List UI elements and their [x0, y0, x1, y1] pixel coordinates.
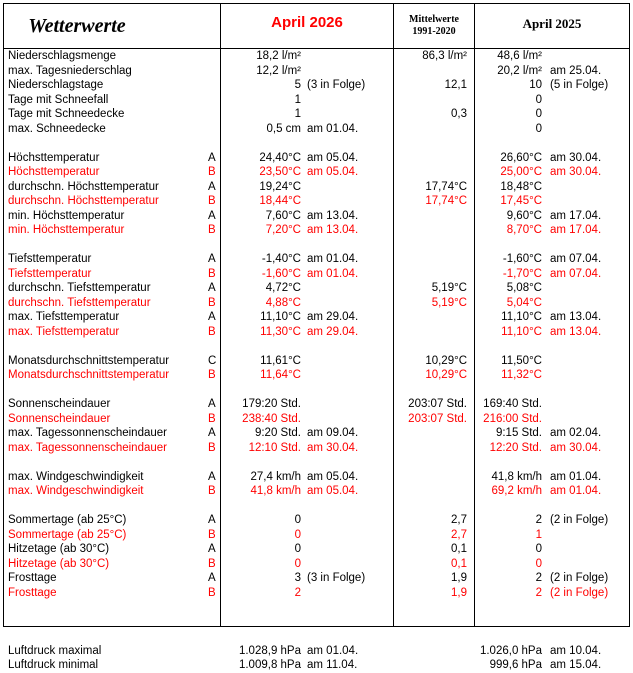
- mean-value: 0,1: [451, 543, 467, 555]
- table-row: [4, 354, 629, 369]
- row-label: max. Schneedecke: [8, 122, 106, 135]
- title-cell: [4, 4, 220, 48]
- table-row: [4, 513, 629, 528]
- row-label: Tage mit Schneedecke: [8, 108, 125, 120]
- previous-value: 0: [535, 93, 542, 106]
- row-label: Höchsttemperatur: [8, 151, 100, 164]
- variant-marker: A: [208, 151, 216, 164]
- previous-value: 9,60°C: [506, 209, 542, 222]
- mean-value: 86,3 l/m²: [422, 50, 467, 62]
- previous-value: 17,45°C: [500, 195, 542, 207]
- current-month-header: [221, 4, 393, 48]
- current-value: 1: [294, 108, 301, 120]
- current-note: am 30.04.: [307, 441, 359, 454]
- current-note: am 13.04.: [307, 224, 359, 236]
- variant-marker: B: [208, 195, 216, 207]
- current-value: 23,50°C: [259, 166, 301, 178]
- previous-value: 1: [535, 528, 542, 541]
- previous-note: am 30.04.: [550, 166, 602, 178]
- table-row: [4, 49, 629, 64]
- current-value: 11,10°C: [260, 311, 301, 323]
- row-label: Sonnenscheindauer: [8, 398, 111, 410]
- table-row: [4, 122, 629, 137]
- current-value: 3: [294, 572, 301, 584]
- row-label: min. Höchsttemperatur: [8, 224, 125, 236]
- row-label: Monatsdurchschnittstemperatur: [8, 369, 170, 381]
- current-value: 41,8 km/h: [250, 485, 301, 497]
- row-label: Hitzetage (ab 30°C): [8, 543, 110, 555]
- current-value: 24,40°C: [259, 151, 301, 164]
- variant-marker: B: [208, 369, 216, 381]
- current-note: am 11.04.: [307, 659, 358, 671]
- current-value: 238:40 Std.: [242, 412, 301, 425]
- variant-marker: A: [208, 514, 216, 526]
- table-row: [4, 470, 629, 485]
- row-label: max. Windgeschwindigkeit: [8, 485, 144, 497]
- previous-note: (5 in Folge): [550, 79, 609, 91]
- current-note: am 01.04.: [307, 267, 359, 280]
- previous-value: 2: [535, 572, 542, 584]
- previous-value: 5,08°C: [506, 282, 542, 294]
- previous-value: 11,10°C: [501, 311, 542, 323]
- current-month-label: April 2026: [271, 14, 343, 31]
- variant-marker: B: [208, 224, 216, 236]
- current-note: am 29.04.: [307, 311, 359, 323]
- current-note: am 13.04.: [307, 209, 359, 222]
- weather-values-table: [3, 3, 630, 671]
- previous-value: 26,60°C: [500, 151, 542, 164]
- current-value: 18,44°C: [259, 195, 301, 207]
- row-label: Monatsdurchschnittstemperatur: [8, 354, 170, 367]
- table-row: [4, 528, 629, 543]
- row-label: Höchsttemperatur: [8, 166, 100, 178]
- table-title: Wetterwerte: [28, 14, 126, 37]
- row-label: Luftdruck maximal: [8, 644, 102, 657]
- current-value: 5: [294, 79, 301, 91]
- variant-marker: B: [208, 586, 216, 599]
- row-label: Tiefsttemperatur: [8, 267, 92, 280]
- variant-marker: B: [208, 557, 216, 570]
- table-row: [4, 209, 629, 224]
- row-label: Niederschlagsmenge: [8, 50, 117, 62]
- previous-value: 5,04°C: [506, 296, 542, 309]
- current-value: 7,20°C: [265, 224, 301, 236]
- table-row: [4, 368, 629, 383]
- table-row: [4, 571, 629, 586]
- table-row: [4, 180, 629, 195]
- mean-value: 17,74°C: [425, 180, 467, 193]
- variant-marker: A: [208, 398, 216, 410]
- row-label: min. Höchsttemperatur: [8, 209, 125, 222]
- variant-marker: B: [208, 166, 216, 178]
- current-value: 0: [294, 557, 301, 570]
- previous-value: 169:40 Std.: [483, 398, 542, 410]
- previous-value: 41,8 km/h: [491, 470, 542, 483]
- table-row: [4, 412, 629, 427]
- current-value: 11,61°C: [260, 354, 301, 367]
- variant-marker: B: [208, 528, 216, 541]
- prev-month-header: [475, 4, 629, 48]
- mean-value: 5,19°C: [431, 296, 467, 309]
- previous-note: am 30.04.: [550, 441, 602, 454]
- variant-marker: A: [208, 427, 216, 439]
- previous-note: am 10.04.: [550, 644, 602, 657]
- table-row: [4, 64, 629, 79]
- row-label: durchschn. Tiefsttemperatur: [8, 282, 151, 294]
- row-label: max. Tiefsttemperatur: [8, 325, 120, 338]
- mean-value: 0,1: [451, 557, 467, 570]
- current-value: 12:10 Std.: [248, 441, 301, 454]
- table-row: [4, 542, 629, 557]
- table-row: [4, 165, 629, 180]
- current-note: am 05.04.: [307, 470, 359, 483]
- table-row: [4, 644, 629, 659]
- previous-note: am 13.04.: [550, 325, 602, 338]
- current-value: 7,60°C: [265, 209, 301, 222]
- table-row: [4, 223, 629, 238]
- row-label: Hitzetage (ab 30°C): [8, 557, 110, 570]
- variant-marker: A: [208, 253, 216, 265]
- current-note: (3 in Folge): [307, 79, 366, 91]
- variant-marker: A: [208, 311, 216, 323]
- previous-value: 11,50°C: [501, 354, 542, 367]
- variant-marker: A: [208, 209, 216, 222]
- row-label: Frosttage: [8, 572, 57, 584]
- previous-value: 999,6 hPa: [489, 659, 542, 671]
- previous-note: (2 in Folge): [550, 572, 609, 584]
- mean-header-line1: Mittelwerte: [409, 14, 459, 25]
- current-value: 1: [294, 93, 301, 106]
- previous-note: am 15.04.: [550, 659, 602, 671]
- table-row: [4, 78, 629, 93]
- mean-value: 203:07 Std.: [408, 398, 467, 410]
- previous-value: 18,48°C: [500, 180, 542, 193]
- table-row: [4, 426, 629, 441]
- mean-value: 1,9: [451, 586, 467, 599]
- mean-header-line2: 1991-2020: [412, 26, 456, 37]
- mean-value: 17,74°C: [425, 195, 467, 207]
- table-row: [4, 151, 629, 166]
- variant-marker: B: [208, 267, 216, 280]
- current-note: am 01.04.: [307, 253, 359, 265]
- variant-marker: A: [208, 543, 216, 555]
- current-value: 4,88°C: [265, 296, 301, 309]
- current-note: am 05.04.: [307, 166, 359, 178]
- previous-note: am 13.04.: [550, 311, 602, 323]
- variant-marker: B: [208, 441, 216, 454]
- row-label: max. Tiefsttemperatur: [8, 311, 120, 323]
- previous-value: 9:15 Std.: [495, 427, 542, 439]
- previous-note: am 07.04.: [550, 253, 602, 265]
- current-value: 0,5 cm: [266, 122, 301, 135]
- row-label: durchschn. Tiefsttemperatur: [8, 296, 151, 309]
- table-row: [4, 93, 629, 108]
- table-row: [4, 586, 629, 601]
- previous-value: 20,2 l/m²: [497, 64, 542, 77]
- previous-value: 12:20 Std.: [489, 441, 542, 454]
- table-body: [4, 49, 629, 671]
- mean-value: 10,29°C: [425, 354, 467, 367]
- previous-note: am 01.04.: [550, 485, 602, 497]
- table-row: [4, 484, 629, 499]
- current-value: 19,24°C: [259, 180, 301, 193]
- prev-month-label: April 2025: [522, 16, 582, 31]
- table-row: [4, 281, 629, 296]
- row-label: Sommertage (ab 25°C): [8, 528, 127, 541]
- table-row: [4, 252, 629, 267]
- previous-value: 216:00 Std.: [483, 412, 542, 425]
- row-label: Sommertage (ab 25°C): [8, 514, 127, 526]
- previous-value: 69,2 km/h: [491, 485, 542, 497]
- current-note: am 29.04.: [307, 325, 359, 338]
- row-label: Luftdruck minimal: [8, 659, 99, 671]
- previous-note: am 02.04.: [550, 427, 602, 439]
- mean-value: 5,19°C: [431, 282, 467, 294]
- mean-value: 2,7: [451, 528, 467, 541]
- current-value: 18,2 l/m²: [256, 50, 301, 62]
- current-value: 12,2 l/m²: [256, 64, 301, 77]
- variant-marker: B: [208, 296, 216, 309]
- current-value: -1,60°C: [261, 267, 301, 280]
- current-value: 11,30°C: [260, 325, 301, 338]
- current-note: (3 in Folge): [307, 572, 366, 584]
- previous-note: (2 in Folge): [550, 514, 609, 526]
- previous-note: am 30.04.: [550, 151, 602, 164]
- current-value: 1.028,9 hPa: [238, 644, 301, 657]
- variant-marker: B: [208, 412, 216, 425]
- variant-marker: C: [208, 354, 217, 367]
- current-value: 0: [294, 543, 301, 555]
- mean-value: 2,7: [451, 514, 467, 526]
- current-note: am 09.04.: [307, 427, 359, 439]
- current-value: 27,4 km/h: [250, 470, 301, 483]
- row-label: Tiefsttemperatur: [8, 253, 92, 265]
- table-row: [4, 296, 629, 311]
- current-value: 179:20 Std.: [242, 398, 301, 410]
- row-label: Sonnenscheindauer: [8, 412, 111, 425]
- row-label: max. Tagessonnenscheindauer: [8, 427, 167, 439]
- table-row: [4, 310, 629, 325]
- table-row: [4, 658, 629, 673]
- current-value: 0: [294, 528, 301, 541]
- mean-value: 10,29°C: [425, 369, 467, 381]
- previous-value: 10: [529, 79, 542, 91]
- row-label: Niederschlagstage: [8, 79, 104, 91]
- previous-value: 2: [535, 586, 542, 599]
- current-value: 11,64°C: [260, 369, 301, 381]
- variant-marker: B: [208, 325, 216, 338]
- previous-value: -1,70°C: [502, 267, 542, 280]
- previous-value: 48,6 l/m²: [497, 50, 542, 62]
- current-note: am 05.04.: [307, 485, 359, 497]
- row-label: Tage mit Schneefall: [8, 93, 109, 106]
- table-row: [4, 107, 629, 122]
- previous-value: -1,60°C: [502, 253, 542, 265]
- current-note: am 01.04.: [307, 644, 359, 657]
- current-note: am 01.04.: [307, 122, 359, 135]
- previous-value: 0: [535, 557, 542, 570]
- previous-note: am 25.04.: [550, 64, 602, 77]
- previous-value: 0: [535, 543, 542, 555]
- variant-marker: A: [208, 282, 216, 294]
- table-row: [4, 267, 629, 282]
- current-value: -1,40°C: [261, 253, 301, 265]
- row-label: Frosttage: [8, 586, 57, 599]
- previous-note: am 01.04.: [550, 470, 602, 483]
- row-label: durchschn. Höchsttemperatur: [8, 180, 159, 193]
- mean-value: 1,9: [451, 572, 467, 584]
- previous-value: 0: [535, 108, 542, 120]
- previous-value: 2: [535, 514, 542, 526]
- mean-header: [394, 4, 474, 48]
- current-note: am 05.04.: [307, 151, 359, 164]
- variant-marker: A: [208, 572, 216, 584]
- variant-marker: B: [208, 485, 216, 497]
- previous-note: am 17.04.: [550, 209, 602, 222]
- current-value: 0: [294, 514, 301, 526]
- previous-note: am 17.04.: [550, 224, 602, 236]
- table-row: [4, 325, 629, 340]
- current-value: 2: [294, 586, 301, 599]
- mean-value: 12,1: [444, 79, 467, 91]
- previous-value: 8,70°C: [506, 224, 542, 236]
- row-label: durchschn. Höchsttemperatur: [8, 195, 159, 207]
- previous-value: 1.026,0 hPa: [479, 644, 542, 657]
- previous-value: 11,32°C: [501, 369, 542, 381]
- row-label: max. Windgeschwindigkeit: [8, 470, 144, 483]
- row-label: max. Tagesniederschlag: [8, 64, 132, 77]
- current-value: 1.009,8 hPa: [238, 659, 301, 671]
- previous-note: am 07.04.: [550, 267, 602, 280]
- table-row: [4, 557, 629, 572]
- previous-value: 25,00°C: [500, 166, 542, 178]
- current-value: 4,72°C: [265, 282, 301, 294]
- table-row: [4, 397, 629, 412]
- mean-value: 0,3: [451, 108, 467, 120]
- table-row: [4, 194, 629, 209]
- variant-marker: A: [208, 180, 216, 193]
- table-row: [4, 441, 629, 456]
- previous-value: 0: [535, 122, 542, 135]
- previous-value: 11,10°C: [501, 325, 542, 338]
- current-value: 9:20 Std.: [254, 427, 301, 439]
- row-label: max. Tagessonnenscheindauer: [8, 441, 167, 454]
- mean-value: 203:07 Std.: [408, 412, 467, 425]
- variant-marker: A: [208, 470, 216, 483]
- previous-note: (2 in Folge): [550, 586, 609, 599]
